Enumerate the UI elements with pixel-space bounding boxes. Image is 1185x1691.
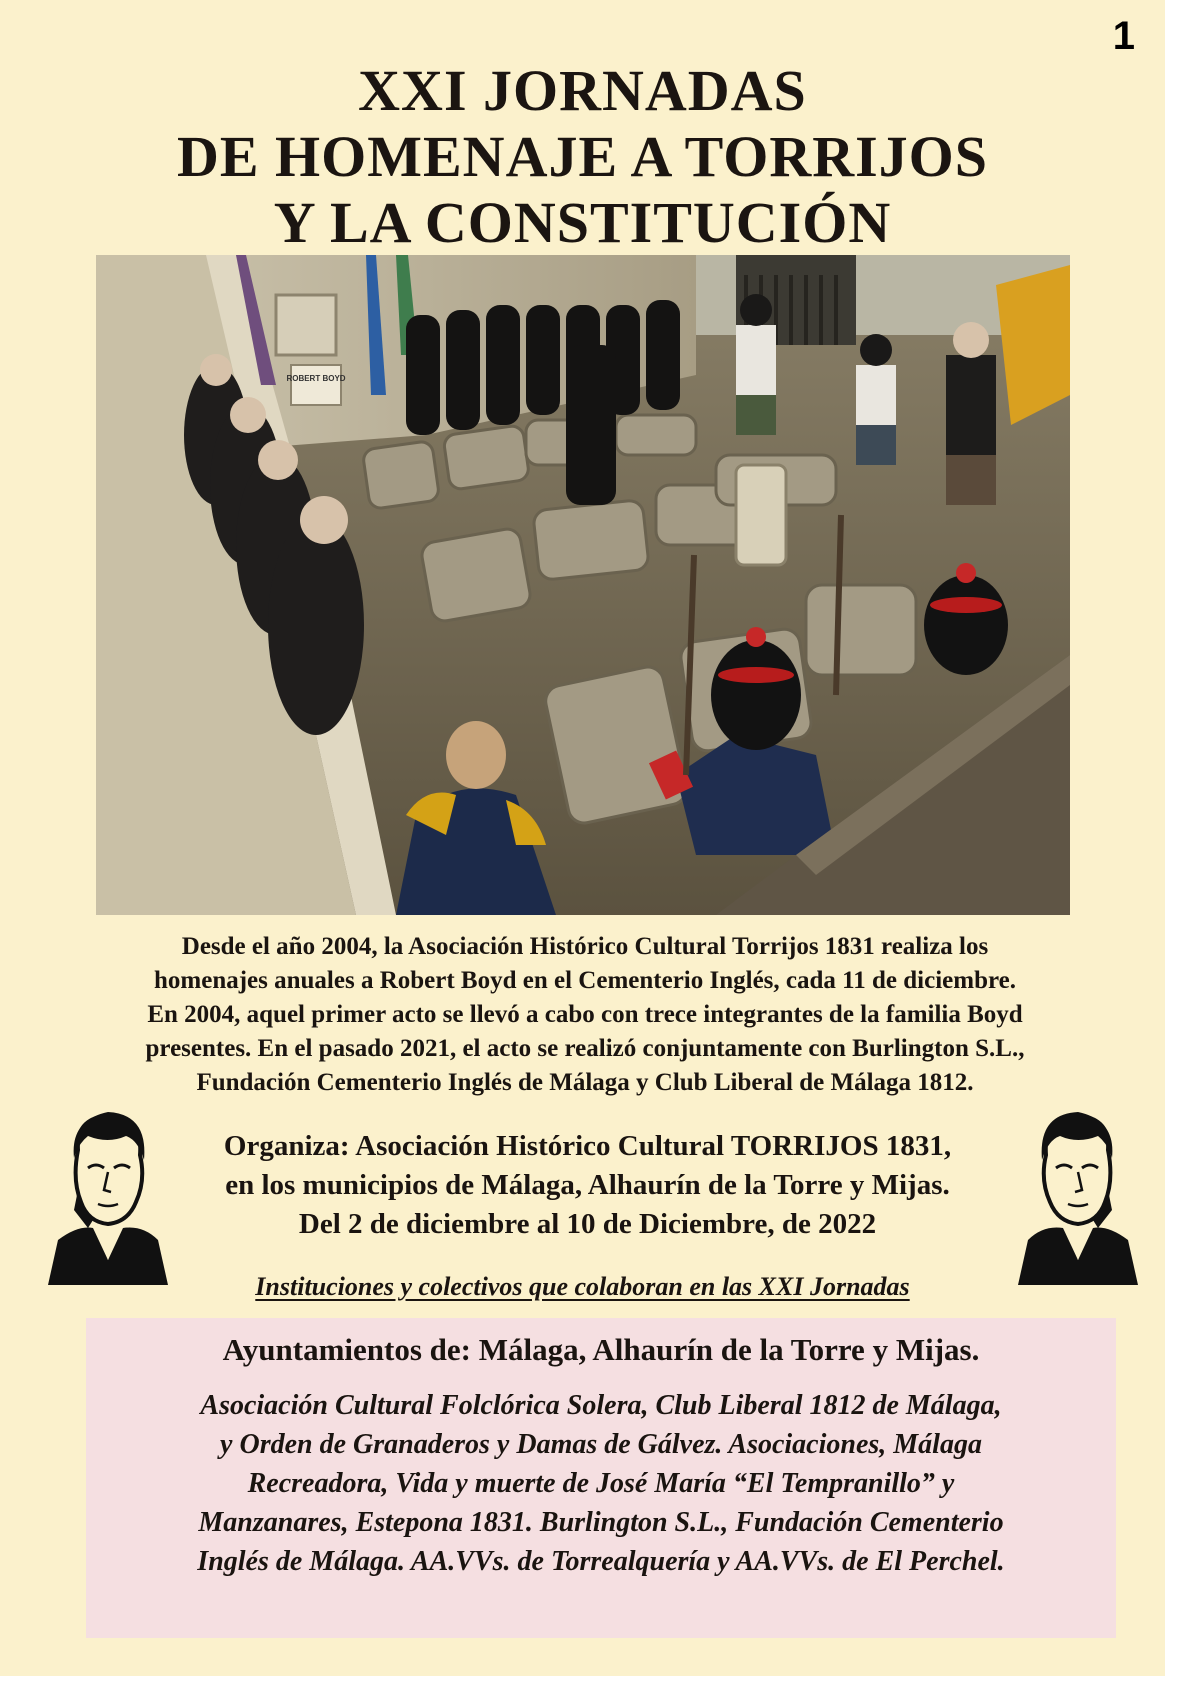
intro-line-1: Desde el año 2004, la Asociación Histórico Cultural Torrijos 1831 realiza los (181, 933, 989, 960)
organizer-line-1: Organiza: Asociación Histórico Cultural TORRIJOS 1831, (223, 1130, 952, 1162)
page-title (0, 58, 1165, 256)
torrijos-portrait-left (48, 1110, 168, 1285)
title-line-3: Y LA CONSTITUCIÓN (273, 190, 892, 255)
organizer-block (160, 1127, 1015, 1244)
collaborators-heading-text: Instituciones y colectivos que colaboran en las XXI Jornadas (255, 1272, 910, 1301)
collaborators-box (86, 1318, 1116, 1638)
collaborators-heading (0, 1272, 1165, 1302)
organizer-dates: Del 2 de diciembre al 10 de Diciembre, de 2022 (298, 1208, 877, 1240)
organizer-line-2: en los municipios de Málaga, Alhaurín de la Torre y Mijas. (225, 1169, 950, 1201)
collaborating-organizations (100, 1386, 1102, 1581)
headstone-text: ROBERT BOYD (286, 374, 346, 383)
intro-line-3: En 2004, aquel primer acto se llevó a cabo con trece integrantes de la familia Boyd (147, 1001, 1023, 1028)
portrait-icon (48, 1110, 168, 1285)
organizations-line-5: Inglés de Málaga. AA.VVs. de Torrealquería y AA.VVs. de El Perchel. (197, 1546, 1005, 1577)
portrait-icon (1018, 1110, 1138, 1285)
intro-line-4: presentes. En el pasado 2021, el acto se realizó conjuntamente con Burlington S.L., (145, 1035, 1025, 1062)
intro-line-2: homenajes anuales a Robert Boyd en el Cementerio Inglés, cada 11 de diciembre. (154, 967, 1016, 994)
organizations-line-1: Asociación Cultural Folclórica Solera, Club Liberal 1812 de Málaga, (200, 1390, 1002, 1421)
page-number: 1 (1112, 14, 1135, 58)
city-councils: Ayuntamientos de: Málaga, Alhaurín de la Torre y Mijas. (222, 1332, 980, 1367)
organizations-line-4: Manzanares, Estepona 1831. Burlington S.L., Fundación Cementerio (198, 1507, 1004, 1538)
title-line-2: DE HOMENAJE A TORRIJOS (176, 124, 989, 189)
title-line-1: XXI JORNADAS (358, 58, 807, 123)
organizations-line-2: y Orden de Granaderos y Damas de Gálvez. Asociaciones, Málaga (220, 1429, 982, 1460)
organizations-line-3: Recreadora, Vida y muerte de José María “El Tempranillo” y (247, 1468, 955, 1499)
intro-line-5: Fundación Cementerio Inglés de Málaga y Club Liberal de Málaga 1812. (196, 1069, 974, 1096)
intro-paragraph (60, 930, 1110, 1100)
cemetery-ceremony-illustration (96, 255, 1070, 915)
torrijos-portrait-right (1018, 1110, 1138, 1285)
ceremony-photo (96, 255, 1070, 915)
